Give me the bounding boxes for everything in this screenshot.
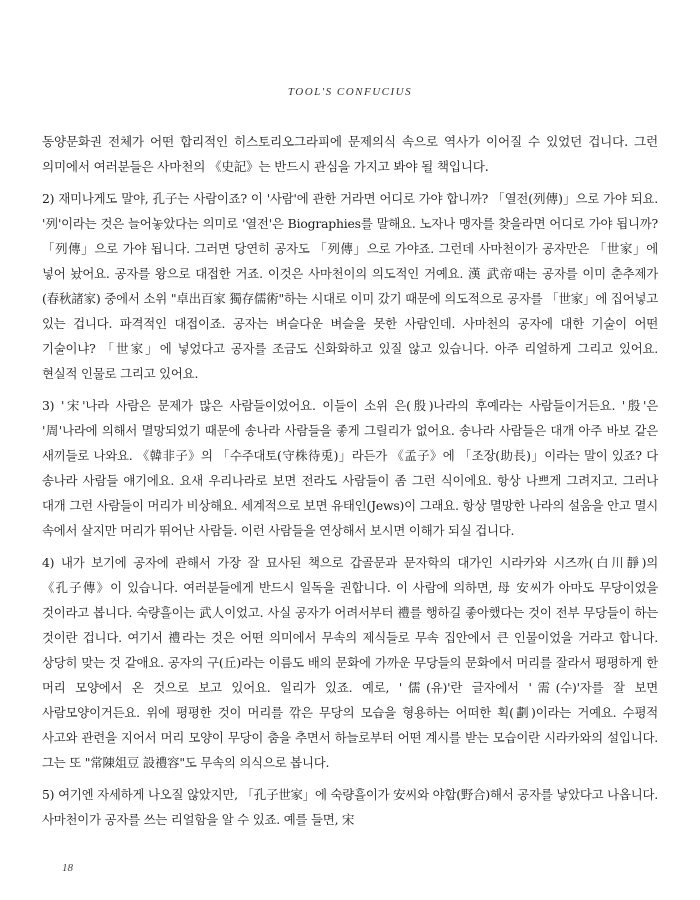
- paragraph-2: 2) 재미나게도 말야, 孔子는 사람이죠? 이 '사람'에 관한 거라면 어디로 가야 합니까? 「열전(列傳)」으로 가야 되요. '列'이라는 것은 늘어놓았다는 의미로 '열전'은 Biographies를 말해요. 노자나 맹자를 찾을라면 어디로 가야 됩니까? 「列傳」으로 가야 됩니다. 그러면 당연히 공자도 「列傳」으로 가야죠. 그런데 사마천이가 공자만은 「世家」에 넣어 놨어요. 공자를 왕으로 대접한 거죠. 이것은 사마천이의 의도적인 거예요. 漢 武帝때는 공자를 이미 춘추제가(春秋諸家) 중에서 소위 "卓出百家 獨存儒術"하는 시대로 이미 갔기 때문에 의도적으로 공자를 「世家」에 집어넣고 있는 겁니다. 파격적인 대접이죠. 공자는 벼슬다운 벼슬을 못한 사람인데. 사마천의 공자에 대한 기술이 어떤 기술이냐? 「世家」에 넣었다고 공자를 조금도 신화화하고 있질 않고 있습니다. 아주 리얼하게 그리고 있어요. 현실적 인물로 그리고 있어요.: [42, 191, 658, 382]
- body-text: [42, 129, 658, 839]
- paragraph-intro: 동양문화권 전체가 어떤 합리적인 히스토리오그라피에 문제의식 속으로 역사가 이어질 수 있었던 겁니다. 그런 의미에서 여러분들은 사마천의 《史記》는 반드시 관심을 가지고 봐야 될 책입니다.: [42, 134, 658, 175]
- paragraph-3: 3) '宋'나라 사람은 문제가 많은 사람들이었어요. 이들이 소위 은(殷)나라의 후예라는 사람들이거든요. '殷'은 '周'나라에 의해서 멸망되었기 때문에 송나라 사람들을 좋게 그릴리가 없어요. 송나라 사람들은 대개 아주 바보 같은 새끼들로 나와요. 《韓非子》의 「수주대토(守株待兎)」라든가 《孟子》에 「조장(助長)」이라는 말이 있죠? 다 송나라 사람들 얘기에요. 요새 우리나라로 보면 전라도 사람들이 좀 그런 식이에요. 항상 나쁘게 그려지고. 그러나 대개 그런 사람들이 머리가 비상해요. 세계적으로 보면 유태인(Jews)이 그래요. 항상 멸망한 나라의 설움을 안고 멸시 속에서 살지만 머리가 뛰어난 사람들. 이런 사람들을 연상해서 보시면 이해가 되실 겁니다.: [42, 398, 658, 539]
- page-number: 18: [62, 862, 73, 874]
- running-header: TOOL'S CONFUCIUS: [287, 86, 413, 98]
- paragraph-5: 5) 여기엔 자세하게 나오질 않았지만, 「孔子世家」에 숙량흘이가 安씨와 야합(野合)해서 공자를 낳았다고 나옵니다. 사마천이가 공자를 쓰는 리얼함을 알 수 있죠. 예를 들면, 宋: [42, 787, 658, 828]
- paragraph-4: 4) 내가 보기에 공자에 관해서 가장 잘 묘사된 책으로 갑골문과 문자학의 대가인 시라카와 시즈까(白川靜)의 《孔子傳》이 있습니다. 여러분들에게 반드시 일독을 권합니다. 이 사람에 의하면, 母 安씨가 아마도 무당이었을 것이라고 봅니다. 숙량흘이는 武人이었고. 사실 공자가 어려서부터 禮를 행하길 좋아했다는 것이 전부 무당들이 하는 것이란 겁니다. 여기서 禮라는 것은 어떤 의미에서 무속의 제식들로 무속 집안에서 큰 인물이었을 거라고 합니다. 상당히 맞는 것 같애요. 공자의 구(丘)라는 이름도 배의 문화에 가까운 무당들의 문화에서 머리를 잘라서 평평하게 한 머리 모양에서 온 것으로 보고 있어요. 일리가 있죠. 예로, '儒(유)'란 글자에서 '需(수)'자를 잘 보면 사람모양이거든요. 위에 평평한 것이 머리를 깎은 무당의 모습을 형용하는 어떠한 획(劃)이라는 거예요. 수평적 사고와 관련을 지어서 머리 모양이 무당이 춤을 추면서 하늘로부터 어떤 계시를 받는 모습이란 시라카와의 설입니다. 그는 또 "常陳俎豆 設禮容"도 무속의 의식으로 봅니다.: [42, 555, 658, 771]
